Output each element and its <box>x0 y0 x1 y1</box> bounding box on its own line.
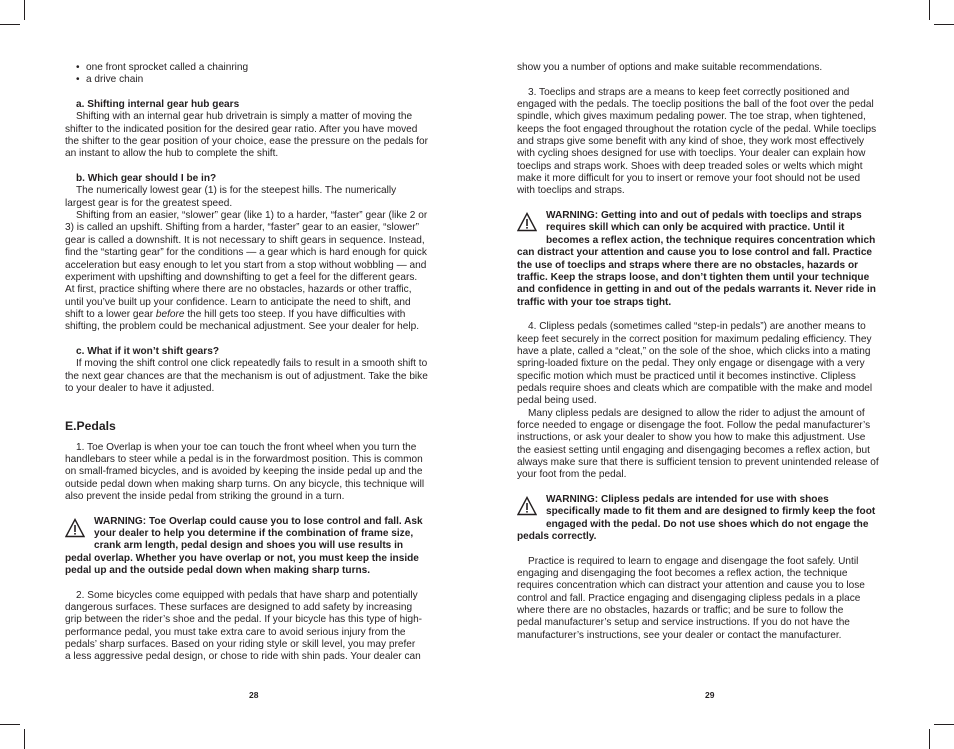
body-line: 2. Some bicycles come equipped with pedals that have sharp and potentially <box>76 589 418 601</box>
body-line: spindle, which gives maximum pedaling power. The toe strap, when tightened, <box>517 111 866 123</box>
body-line: At first, practice shifting where there are no obstacles, hazards or other traffic, <box>65 284 412 296</box>
body-line: gear is called a downshift. It is not necessary to shift gears in sequence. Instead, <box>65 234 425 246</box>
body-line: manufacturer’s instructions, see your dealer or contact the manufacturer. <box>517 629 842 641</box>
subheading-shifting-internal: a. Shifting internal gear hub gears <box>76 99 240 111</box>
body-line: handlebars to steer while a pedal is in the forwardmost position. This is common <box>65 453 423 465</box>
warning-triangle-icon <box>65 518 85 538</box>
body-line: engaged with the pedals. The toeclip positions the ball of the foot over the pedal <box>517 99 874 111</box>
body-line: spring-loaded fixture on the pedal. They only engage or disengage with a very <box>517 358 865 370</box>
warning-line: becomes a reflex action, the technique requires concentration which <box>546 234 876 246</box>
body-line: where there are no obstacles, hazards or traffic; and be sure to follow the <box>517 605 844 617</box>
warning-line: your dealer to help you determine if the combination of frame size, <box>94 528 414 540</box>
crop-mark <box>934 724 954 725</box>
body-line: control and fall. Practice engaging and disengaging clipless pedals in a place <box>517 592 861 604</box>
warning-triangle-icon <box>517 496 537 516</box>
body-line: pedal being used. <box>517 395 597 407</box>
body-line: Practice is required to learn to engage and disengage the foot safely. Until <box>528 555 859 567</box>
warning-line: pedal overlap. Whether you have overlap or not, you must keep the inside <box>65 552 419 564</box>
warning-line: crank arm length, pedal design and shoes you will use results in <box>94 540 404 552</box>
warning-line: engaged with the pedal. Do not use shoes which do not engage the <box>546 518 869 530</box>
warning-line: traffic. Keep the straps loose, and don’t tighten them until your technique <box>517 271 870 283</box>
body-line: the shifter to the gear position of your choice, ease the pressure on the pedals for <box>65 136 429 148</box>
body-line: with cycling shoes designed for use with toeclips. Your dealer can explain how <box>517 148 866 160</box>
body-line: make it more difficult for you to insert or remove your foot should not be used <box>517 173 861 185</box>
crop-mark <box>24 729 25 749</box>
body-line: If moving the shift control one click repeatedly fails to result in a smooth shift to <box>76 358 428 370</box>
body-line: specific motion which must be practiced until it becomes instinctive. Clipless <box>517 370 856 382</box>
body-line: the next gear chances are that the mechanism is out of adjustment. Take the bike <box>65 370 428 382</box>
page-number-right: 29 <box>705 690 715 700</box>
warning-line: traffic with your toe straps tight. <box>517 296 672 308</box>
warning-clipless <box>517 494 889 543</box>
left-page <box>65 62 437 664</box>
body-line: force needed to engage or disengage the foot. Follow the pedal manufacturer’s <box>517 419 871 431</box>
body-line: Many clipless pedals are designed to allow the rider to adjust the amount of <box>528 407 865 419</box>
warning-line: and confidence in getting in and out of the pedals warrants it. Never ride in <box>517 284 876 296</box>
warning-line: specifically made to fit them and are designed to firmly keep the foot <box>546 506 876 518</box>
body-line: pedals’ sharp surfaces. Based on your riding style or skill level, you may prefer <box>65 639 416 651</box>
warning-line: WARNING: Getting into and out of pedals with toeclips and straps <box>546 210 862 222</box>
body-line: on small-framed bicycles, and is avoided by keeping the inside pedal up and the <box>65 466 423 478</box>
section-heading-pedals: E.Pedals <box>65 419 116 434</box>
body-line: 1. Toe Overlap is when your toe can touch the front wheel when you turn the <box>76 441 417 453</box>
body-line: Shifting from an easier, “slower” gear (like 1) to a harder, “faster” gear (like 2 or <box>76 210 428 222</box>
crop-mark <box>0 724 20 725</box>
body-line: requires concentration which can distract your attention and cause you to lose <box>517 580 865 592</box>
crop-mark <box>929 729 930 749</box>
body-line: show you a number of options and make suitable recommendations. <box>517 62 823 73</box>
body-line: find the “starting gear” for the conditions — a gear which is hard enough for quick <box>65 247 427 259</box>
warning-line: pedals correctly. <box>517 531 597 543</box>
crop-mark <box>934 24 954 25</box>
body-line: largest gear is for the greatest speed. <box>65 197 233 209</box>
body-line: pedals require shoes and cleats which are compatible with the make and model <box>517 382 873 394</box>
warning-line: the use of toeclips and straps where there are no obstacles, hazards or <box>517 259 859 271</box>
body-line: keeps the foot engaged throughout the rotation cycle of the pedal. While toeclips <box>517 123 877 135</box>
body-line: shifting, the problem could be mechanical adjustment. See your dealer for help. <box>65 321 420 333</box>
body-line: your foot from the pedal. <box>517 469 627 481</box>
body-line: shift to a lower gear before the hill gets too steep. If you have difficulties with <box>65 308 406 320</box>
body-line: outside pedal down when making sharp turns. On any bicycle, this technique will <box>65 478 425 490</box>
body-line: engaging and disengaging the foot becomes a reflex action, the technique <box>517 568 848 580</box>
body-line: an instant to allow the hub to complete the shift. <box>65 148 279 160</box>
subheading-which-gear: b. Which gear should I be in? <box>76 173 217 185</box>
page-number-left: 28 <box>249 690 259 700</box>
warning-line: pedal up and the outside pedal down when making sharp turns. <box>65 565 371 577</box>
body-line: experiment with upshifting and downshifting to get a feel for the different gears. <box>65 271 418 283</box>
bullet-item: • one front sprocket called a chainring <box>76 62 249 73</box>
body-line: with toeclips and straps. <box>517 185 625 197</box>
warning-triangle-icon <box>517 212 537 232</box>
body-line: shifter to the indicated position for the desired gear ratio. After you have moved <box>65 123 418 135</box>
warning-line: can distract your attention and cause you to lose control and fall. Practice <box>517 247 873 259</box>
crop-mark <box>24 0 25 20</box>
body-line: also prevent the inside pedal from striking the ground in a turn. <box>65 491 345 502</box>
crop-mark <box>929 0 930 20</box>
body-line: performance pedal, you must take extra care to avoid serious injury from the <box>65 626 406 638</box>
body-line: The numerically lowest gear (1) is for the steepest hills. The numerically <box>76 185 397 197</box>
subheading-wont-shift: c. What if it won’t shift gears? <box>76 345 219 357</box>
warning-line: WARNING: Toe Overlap could cause you to lose control and fall. Ask <box>94 515 423 527</box>
warning-line: requires skill which can only be acquired with practice. Until it <box>546 222 845 234</box>
body-line: pedal manufacturer’s setup and service instructions. If you do not have the <box>517 617 850 629</box>
warning-toe-overlap <box>65 516 437 578</box>
body-line: always make sure that there is sufficient tension to prevent unintended release of <box>517 457 879 468</box>
body-line: 3. Toeclips and straps are a means to keep feet correctly positioned and <box>528 86 850 98</box>
body-line: keep feet securely in the correct position for maximum pedaling efficiency. They <box>517 333 872 345</box>
body-line: to your dealer to have it adjusted. <box>65 382 215 394</box>
body-line: the easiest setting until engaging and disengaging becomes a reflex action, but <box>517 444 870 456</box>
body-line: 4. Clipless pedals (sometimes called “step-in pedals”) are another means to <box>528 321 866 333</box>
body-line: Shifting with an internal gear hub drivetrain is simply a matter of moving the <box>76 111 413 123</box>
right-page <box>517 62 889 642</box>
bullet-item: • a drive chain <box>76 74 144 86</box>
body-line: a less aggressive pedal design, or chose to ride with shin pads. Your dealer can <box>65 651 421 663</box>
body-line: toeclips and straps work. Shoes with deep treaded soles or welts which might <box>517 160 863 172</box>
warning-toeclips <box>517 210 889 309</box>
body-line: have a plate, called a “cleat,” on the sole of the shoe, which clicks into a mating <box>517 345 871 357</box>
body-line: dangerous surfaces. These surfaces are designed to add safety by increasing <box>65 602 413 614</box>
body-line: acceleration but easy enough to let you start from a stop without wobbling — and <box>65 259 427 271</box>
crop-mark <box>0 24 20 25</box>
body-line: 3) is called an upshift. Shifting from a harder, “faster” gear to an easier, “slower” <box>65 222 420 234</box>
body-line: and straps give some benefit with any kind of shoe, they work most effectively <box>517 136 865 148</box>
body-line: grip between the rider’s shoe and the pedal. If your bicycle has this type of high- <box>65 614 423 626</box>
warning-line: WARNING: Clipless pedals are intended for use with shoes <box>546 494 829 506</box>
body-line: until you’ve built up your confidence. Learn to anticipate the need to shift, and <box>65 296 411 308</box>
body-line: instructions, or ask your dealer to show you how to make this adjustment. Use <box>517 432 866 444</box>
